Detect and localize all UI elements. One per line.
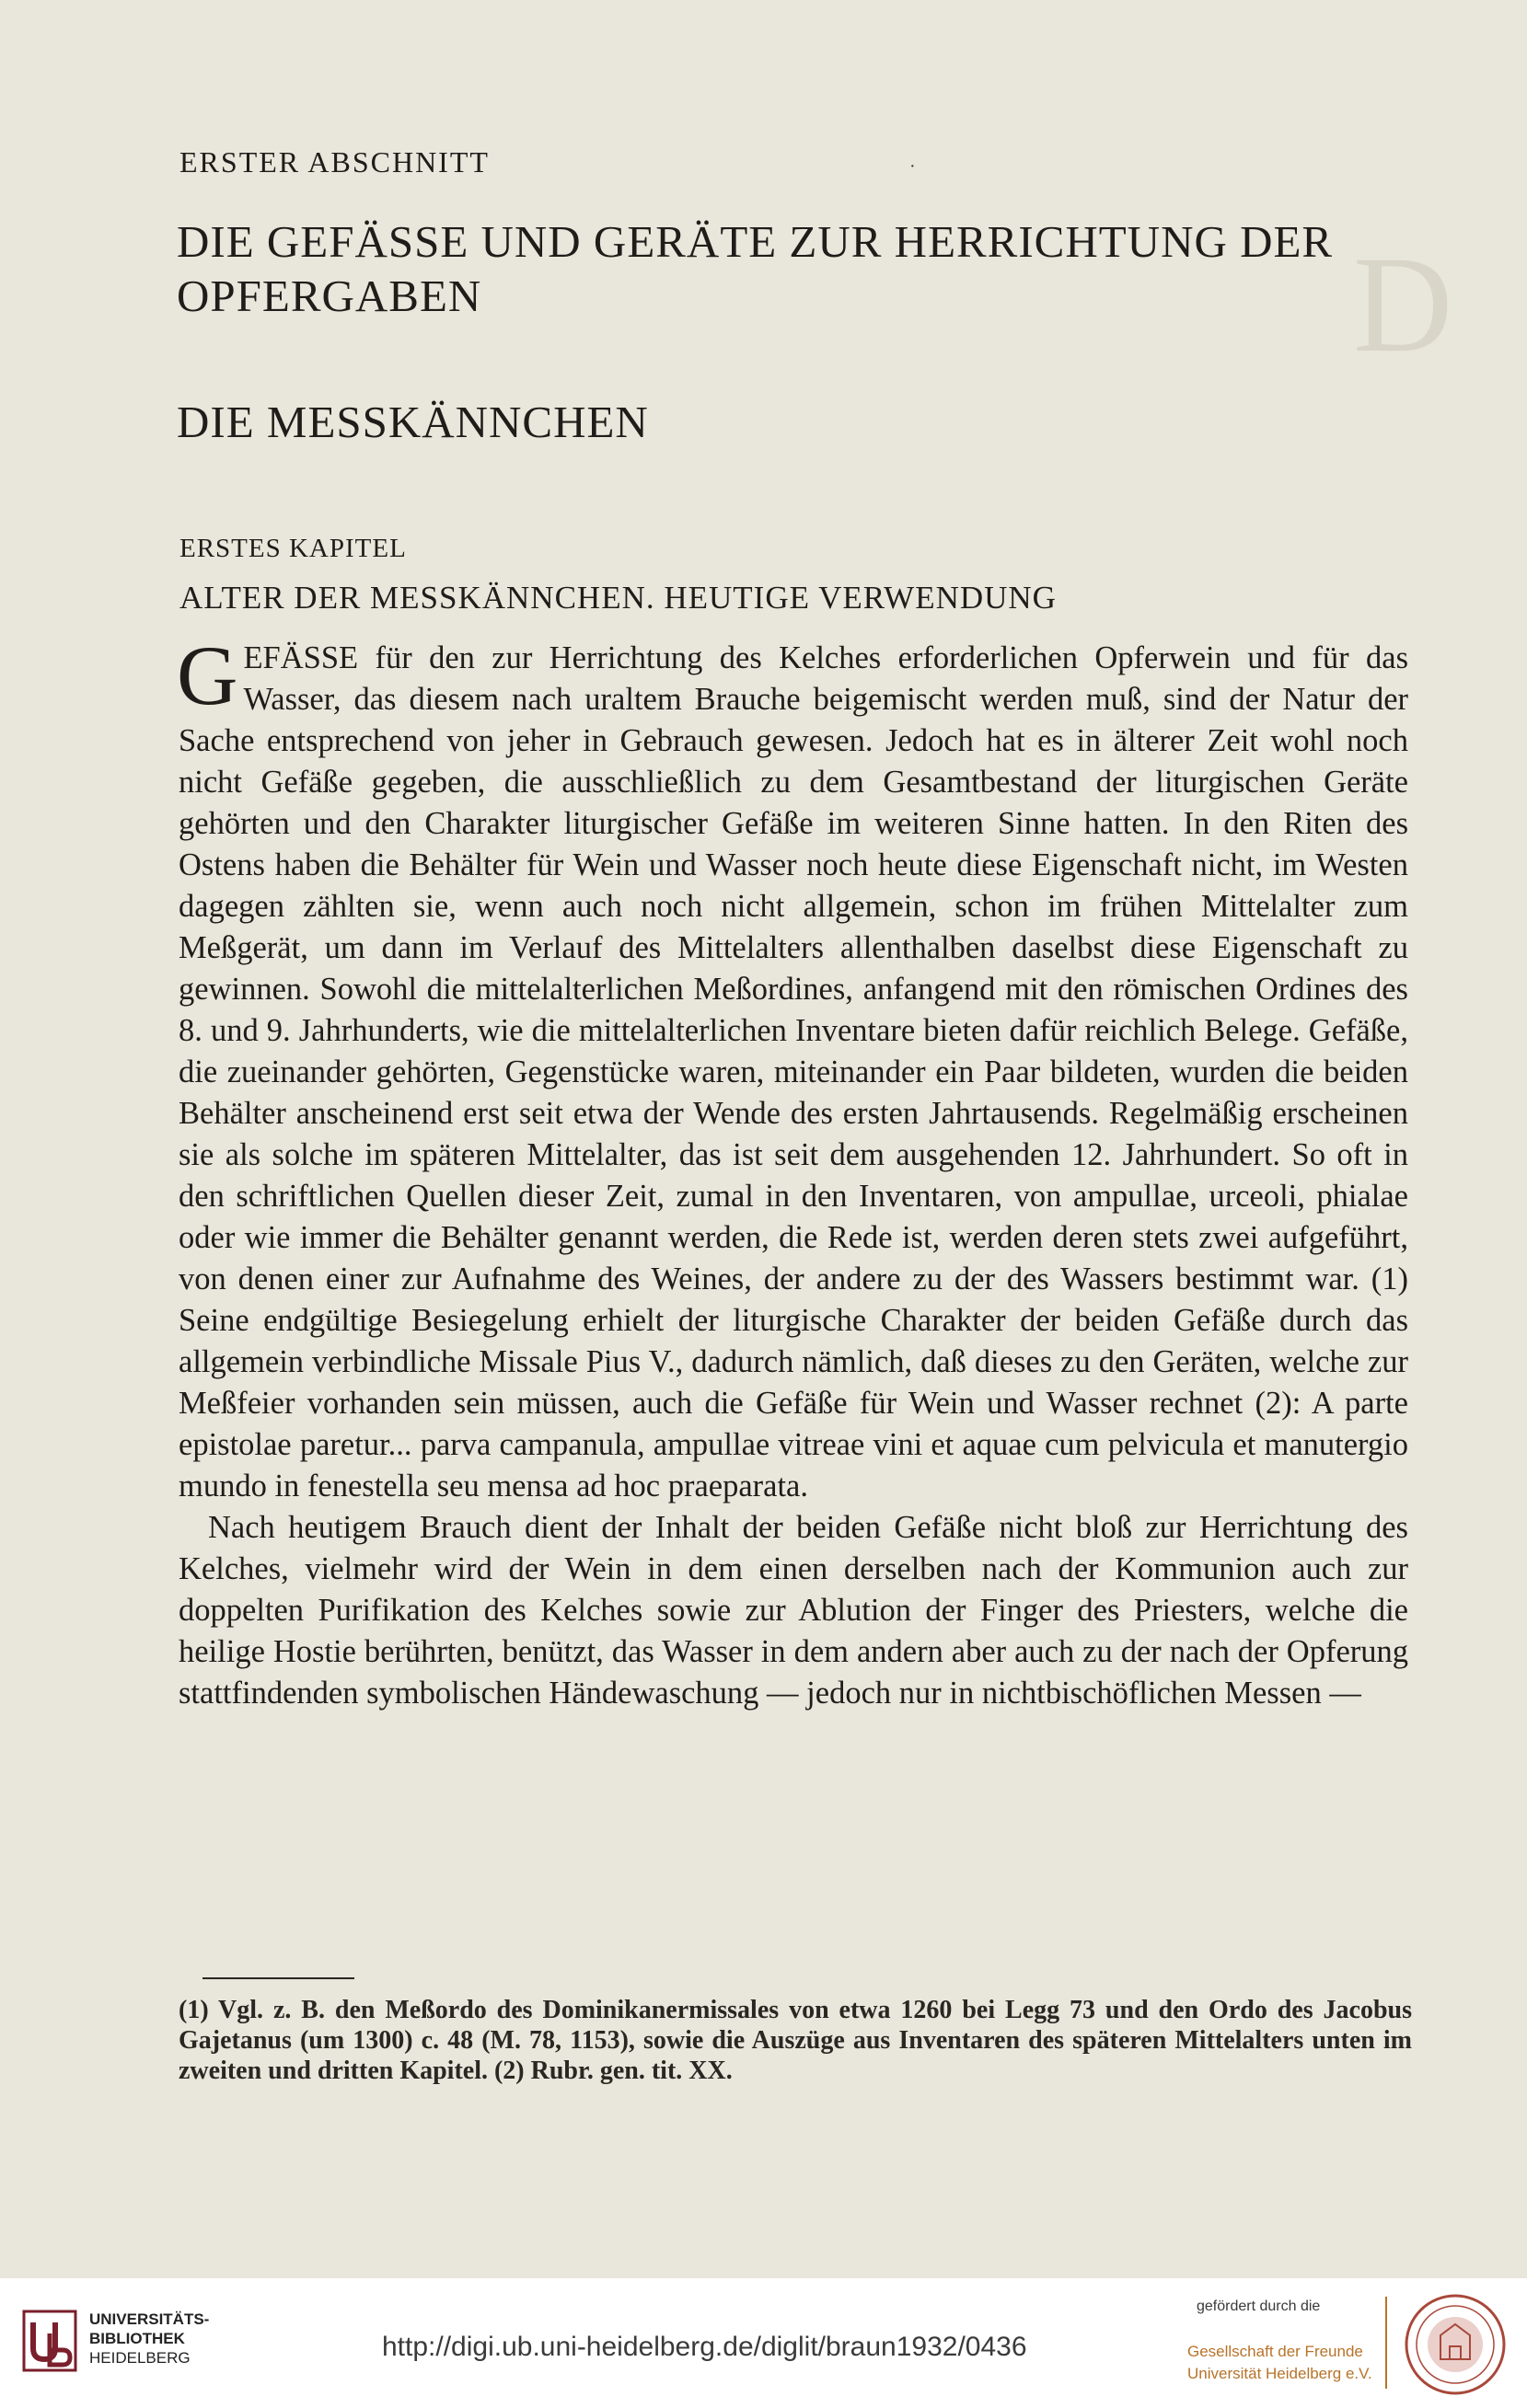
body-text <box>177 628 1408 1714</box>
paragraph-1 <box>177 628 1408 1507</box>
library-line-1: UNIVERSITÄTS- <box>89 2310 210 2328</box>
footer-divider <box>1385 2297 1387 2389</box>
library-name <box>89 2310 209 2368</box>
library-line-3: HEIDELBERG <box>89 2349 191 2367</box>
page-mark: · <box>909 156 916 177</box>
paragraph-2: Nach heutigem Brauch dient der Inhalt der beiden Gefäße nicht bloß zur Herrichtung des Kelches, vielmehr wird der Wein in dem einen derselben nach der Kommunion auch zur doppelten Purifikation des Kelches sowie zur Ablution der Finger des Priesters, welche die heilige Hostie berührten, benützt, das Wasser in dem andern aber auch zu der nach der Opferung stattfindenden symbolischen Händewaschung — jedoch nur in nichtbischöflichen Messen — <box>179 1510 1408 1711</box>
bleed-through-initial: D <box>1353 228 1453 381</box>
society-line-2: Universität Heidelberg e.V. <box>1187 2365 1372 2382</box>
chapter-label: ERSTES KAPITEL <box>179 534 407 563</box>
section-label: ERSTER ABSCHNITT <box>179 145 490 179</box>
society-line-1: Gesellschaft der Freunde <box>1187 2343 1363 2360</box>
drop-cap: G <box>177 628 238 722</box>
chapter-title: ALTER DER MESSKÄNNCHEN. HEUTIGE VERWENDUNG <box>179 580 1057 616</box>
funded-by-label: gefördert durch die <box>1197 2299 1321 2314</box>
footnotes: (1) Vgl. z. B. den Meßordo des Dominikanermissales von etwa 1260 bei Legg 73 und den Ordo des Jacobus Gajetanus (um 1300) c. 48 (M. 78, 1153), sowie die Auszüge aus Inventaren des späteren Mittelalters unten im zweiten und dritten Kapitel. (2) Rubr. gen. tit. XX. <box>179 1996 1412 2085</box>
sub-title: DIE MESSKÄNNCHEN <box>177 397 649 447</box>
main-title: DIE GEFÄSSE UND GERÄTE ZUR HERRICHTUNG DER OPFERGABEN <box>177 216 1334 321</box>
library-line-2: BIBLIOTHEK <box>89 2330 185 2347</box>
university-seal-icon <box>1404 2293 1507 2396</box>
society-name <box>1187 2341 1372 2385</box>
paragraph-1-text: EFÄSSE für den zur Herrichtung des Kelches erforderlichen Opferwein und für das Wasser, das diesem nach uraltem Brauche beigemischt werden muß, sind der Natur der Sache entsprechend von jeher in Gebrauch gewesen. Jedoch hat es in älterer Zeit wohl noch nicht Gefäße gegeben, die ausschließlich zu dem Gesamtbestand der liturgischen Geräte gehörten und den Charakter liturgischer Gefäße im weiteren Sinne hatten. In den Riten des Ostens haben die Behälter für Wein und Wasser noch heute diese Eigenschaft nicht, im Westen dagegen zählten sie, wenn auch noch nicht allgemein, schon im frühen Mittelalter zum Meßgerät, um dann im Verlauf des Mittelalters allenthalben daselbst diese Eigenschaft zu gewinnen. Sowohl die mittelalterlichen Meßordines, anfangend mit den römischen Ordines des 8. und 9. Jahrhunderts, wie die mittelalterlichen Inventare bieten dafür reichlich Belege. Gefäße, die zueinander gehörten, Gegenstücke waren, miteinander ein Paar bildeten, wurden die beiden Behälter anscheinend erst seit etwa der Wende des ersten Jahrtausends. Regelmäßig erscheinen sie als solche im späteren Mittelalter, das ist seit dem ausgehenden 12. Jahrhundert. So oft in den schriftlichen Quellen dieser Zeit, zumal in den Inventaren, von ampullae, urceoli, phialae oder wie immer die Behälter genannt werden, die Rede ist, werden deren stets zwei aufgeführt, von denen einer zur Aufnahme des Weines, der andere zu der des Wassers bestimmt war. (1) Seine endgültige Besiegelung erhielt der liturgische Charakter der beiden Gefäße durch das allgemein verbindliche Missale Pius V., dadurch nämlich, daß dieses zu den Geräten, welche zur Meßfeier vorhanden sein müssen, auch die Gefäße für Wein und Wasser rechnet (2): A parte epistolae paretur... parva campanula, ampullae vitreae vini et aquae cum pelvicula et manutergio mundo in fenestella seu mensa ad hoc praeparata. <box>179 640 1408 1504</box>
university-library-logo-icon <box>22 2310 77 2372</box>
footnote-divider <box>202 1977 354 1979</box>
permalink-url[interactable]: http://digi.ub.uni-heidelberg.de/diglit/braun1932/0436 <box>382 2332 1027 2362</box>
footer-bar <box>0 2278 1527 2408</box>
